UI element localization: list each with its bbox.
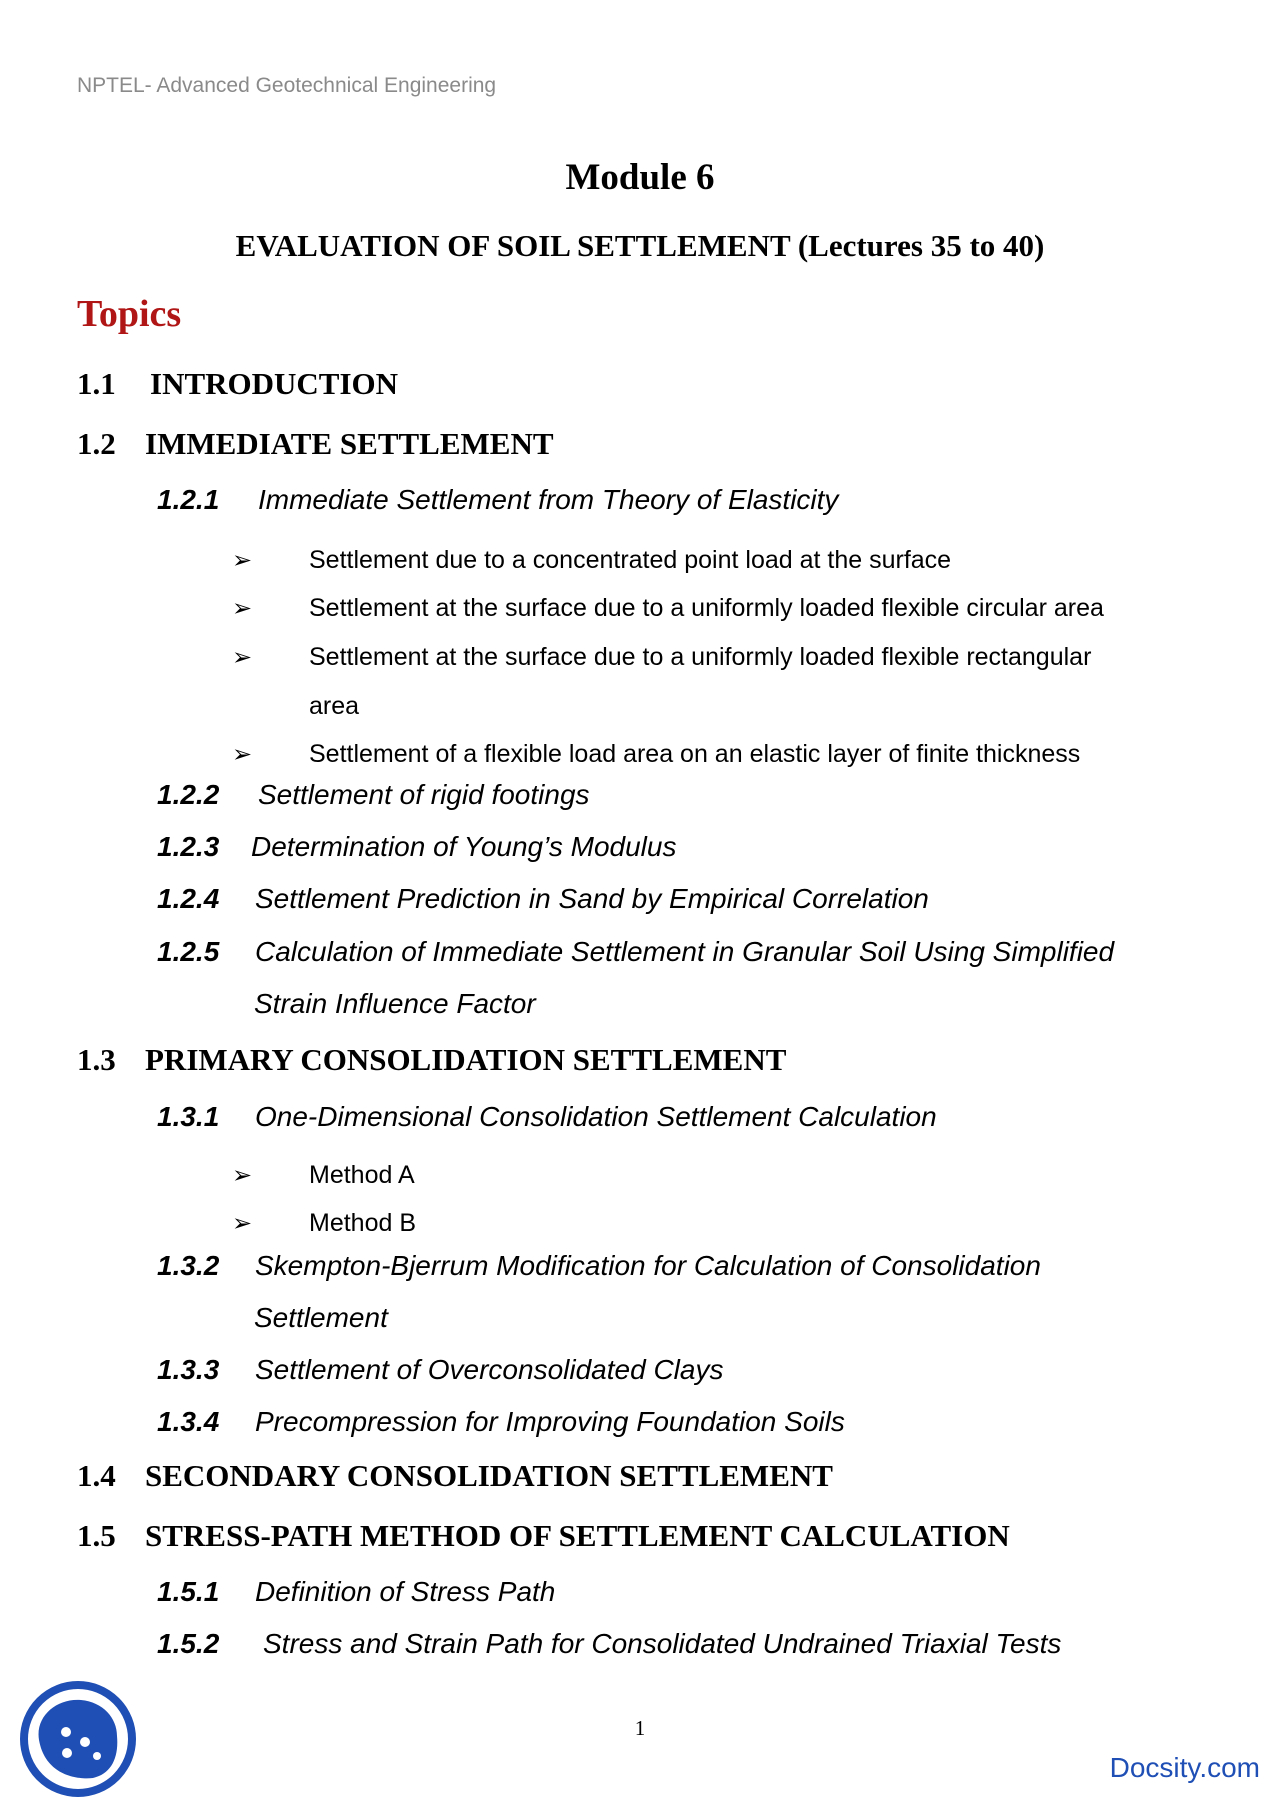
- subsection-number: 1.5.2: [157, 1628, 220, 1659]
- subsection-number: 1.2.5: [157, 936, 220, 967]
- section-number: 1.2: [77, 426, 116, 461]
- bullet-text: Method B: [309, 1209, 417, 1237]
- arrow-bullet-icon: ➢: [232, 1162, 253, 1189]
- subsection-title: Settlement of rigid footings: [258, 779, 590, 810]
- page-number: 1: [634, 1716, 646, 1740]
- subsection-item: [157, 1250, 1041, 1282]
- subsection-item: [157, 936, 1114, 968]
- arrow-bullet-icon: ➢: [232, 595, 253, 622]
- section-title: PRIMARY CONSOLIDATION SETTLEMENT: [145, 1042, 787, 1077]
- bullet-item: [232, 1161, 415, 1190]
- section-title: IMMEDIATE SETTLEMENT: [145, 426, 554, 461]
- subsection-title: Determination of Young’s Modulus: [251, 831, 677, 862]
- arrow-bullet-icon: ➢: [232, 547, 253, 574]
- subsection-title: Immediate Settlement from Theory of Elasticity: [258, 484, 839, 515]
- subsection-number: 1.3.2: [157, 1250, 220, 1281]
- bullet-item: [232, 594, 1104, 623]
- section-title: SECONDARY CONSOLIDATION SETTLEMENT: [145, 1458, 833, 1493]
- subsection-number: 1.3.1: [157, 1101, 220, 1132]
- bullet-text: Settlement of a flexible load area on an elastic layer of finite thickness: [309, 740, 1081, 768]
- docsity-watermark[interactable]: Docsity.com: [1109, 1752, 1260, 1783]
- subsection-item: [157, 779, 590, 811]
- subsection-item: [157, 1406, 845, 1438]
- arrow-bullet-icon: ➢: [232, 741, 253, 768]
- subsection-item: [157, 883, 929, 915]
- section-heading: [77, 366, 398, 402]
- bullet-item: [232, 740, 1080, 769]
- subsection-title: Precompression for Improving Foundation Soils: [255, 1406, 845, 1437]
- section-heading: [77, 1458, 833, 1494]
- subsection-title: One-Dimensional Consolidation Settlement Calculation: [255, 1101, 937, 1132]
- section-number: 1.4: [77, 1458, 116, 1493]
- bullet-text: Method A: [309, 1161, 415, 1189]
- section-heading: [77, 1042, 786, 1078]
- subsection-continuation: Strain Influence Factor: [254, 988, 536, 1019]
- topics-heading: Topics: [77, 293, 182, 335]
- subsection-item: [157, 484, 838, 516]
- section-heading: [77, 426, 554, 462]
- subsection-title: Stress and Strain Path for Consolidated Undrained Triaxial Tests: [263, 1628, 1062, 1659]
- arrow-bullet-icon: ➢: [232, 1210, 253, 1237]
- bullet-text: Settlement due to a concentrated point load at the surface: [309, 546, 952, 574]
- bullet-continuation: area: [309, 692, 360, 720]
- subsection-item: [157, 1101, 937, 1133]
- bullet-item: [232, 643, 1091, 672]
- module-subtitle: EVALUATION OF SOIL SETTLEMENT (Lectures 35 to 40): [235, 228, 1045, 263]
- subsection-title: Settlement of Overconsolidated Clays: [255, 1354, 724, 1385]
- subsection-item: [157, 831, 676, 863]
- docsity-logo-icon: [19, 1680, 137, 1798]
- subsection-number: 1.2.3: [157, 831, 220, 862]
- bullet-text: Settlement at the surface due to a uniformly loaded flexible rectangular: [309, 643, 1092, 671]
- subsection-item: [157, 1354, 723, 1386]
- subsection-number: 1.2.2: [157, 779, 220, 810]
- arrow-bullet-icon: ➢: [232, 644, 253, 671]
- subsection-number: 1.3.3: [157, 1354, 220, 1385]
- subsection-title: Definition of Stress Path: [255, 1576, 556, 1607]
- subsection-title: Settlement Prediction in Sand by Empirical Correlation: [255, 883, 929, 914]
- section-title: INTRODUCTION: [150, 366, 399, 401]
- section-number: 1.1: [77, 366, 116, 401]
- subsection-item: [157, 1628, 1061, 1660]
- subsection-number: 1.3.4: [157, 1406, 220, 1437]
- section-title: STRESS-PATH METHOD OF SETTLEMENT CALCULATION: [145, 1518, 1010, 1553]
- bullet-text: Settlement at the surface due to a uniformly loaded flexible circular area: [309, 594, 1104, 622]
- subsection-number: 1.2.1: [157, 484, 220, 515]
- section-heading: [77, 1518, 1010, 1554]
- bullet-item: [232, 546, 951, 575]
- subsection-number: 1.5.1: [157, 1576, 220, 1607]
- subsection-continuation: Settlement: [254, 1302, 388, 1333]
- subsection-title: Skempton-Bjerrum Modification for Calculation of Consolidation: [255, 1250, 1041, 1281]
- section-number: 1.3: [77, 1042, 116, 1077]
- module-title: Module 6: [565, 157, 715, 198]
- section-number: 1.5: [77, 1518, 116, 1553]
- subsection-title: Calculation of Immediate Settlement in Granular Soil Using Simplified: [255, 936, 1115, 967]
- page-header: NPTEL- Advanced Geotechnical Engineering: [77, 74, 497, 97]
- subsection-number: 1.2.4: [157, 883, 220, 914]
- subsection-item: [157, 1576, 555, 1608]
- bullet-item: [232, 1209, 416, 1238]
